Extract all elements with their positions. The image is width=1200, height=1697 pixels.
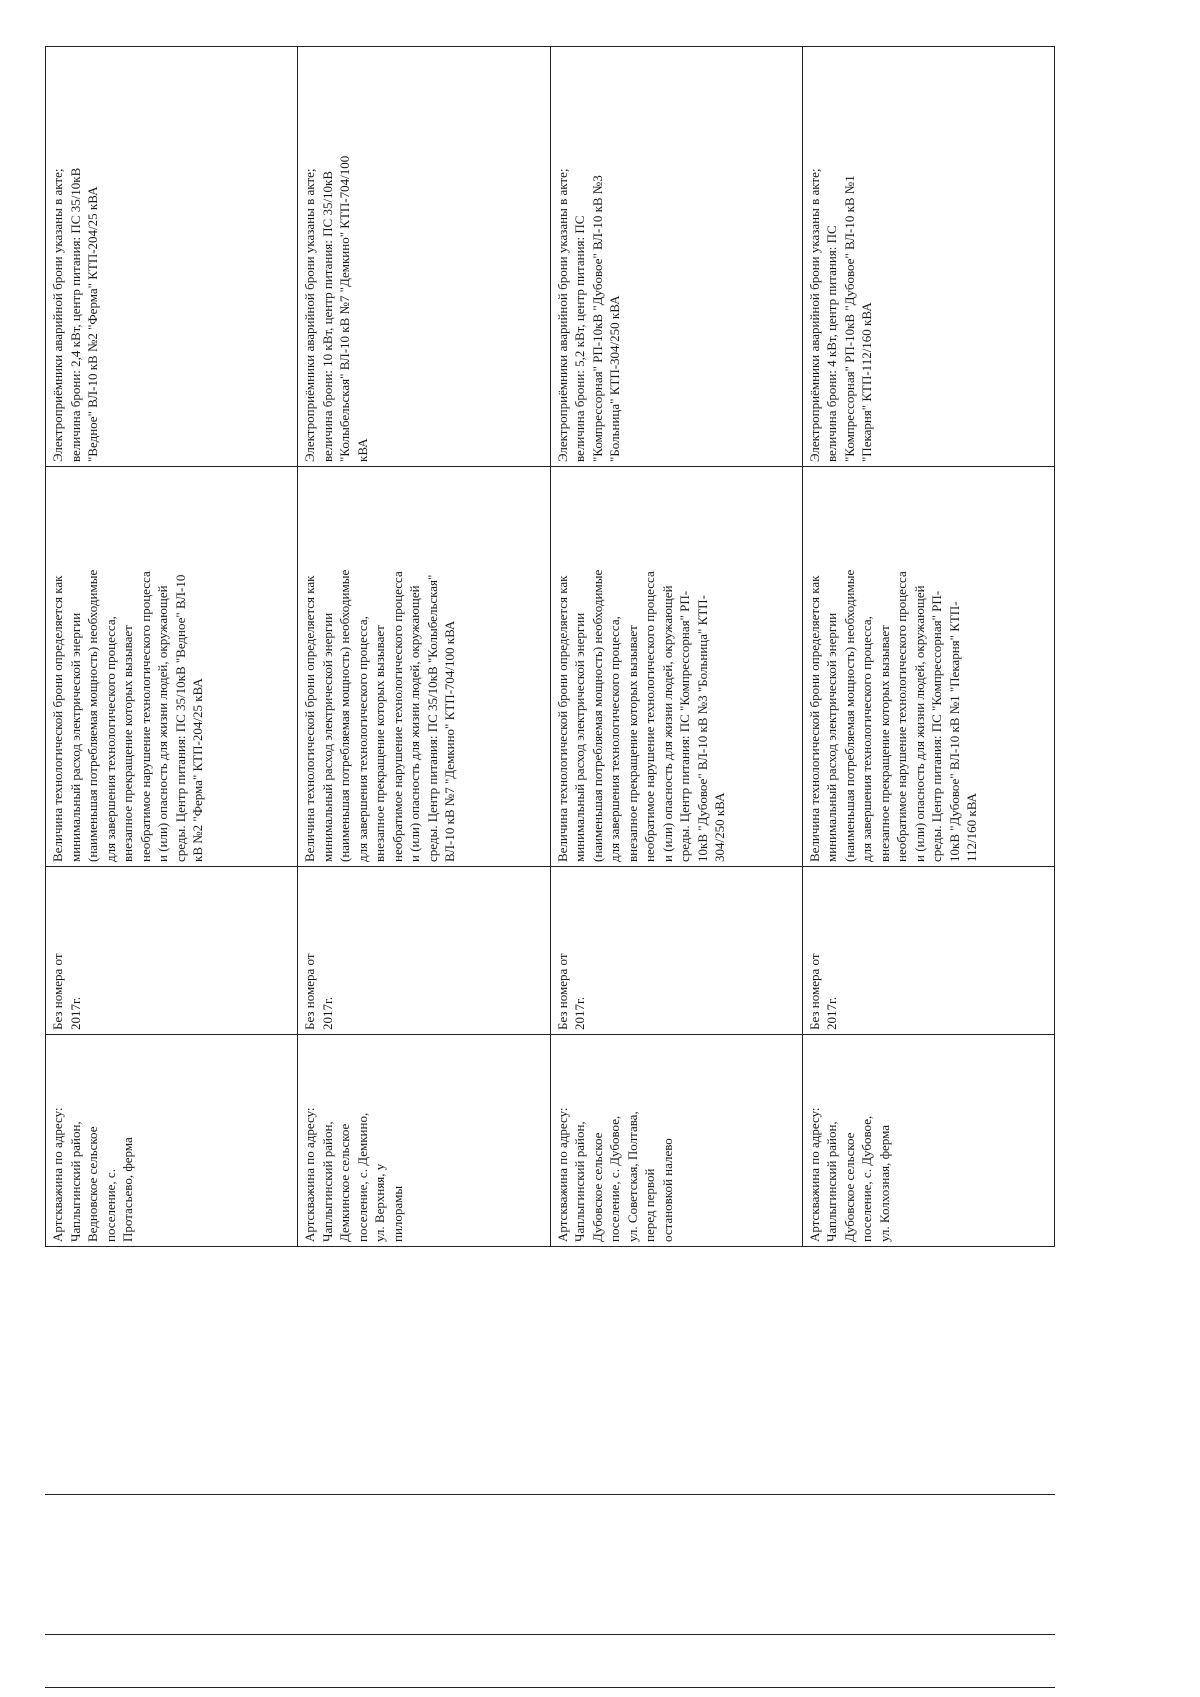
act-cell: Без номера от 2017г. [802,867,1054,1035]
emergency-reserve-cell: Электроприёмники аварийной брони указаны в акте; величина брони: 5,2 кВт, центр питания: ПС "Компрессорная" РП-10кВ "Дубовое" ВЛ-10 кВ №3 "Больница" КТП-304/250 кВА [550,47,802,467]
object-cell: Артскважина по адресу: Чаплыгинский район, Ведновское сельское поселение, с. Протасьево, ферма [46,1035,298,1247]
object-cell: Артскважина по адресу: Чаплыгинский район, Дубовское сельское поселение, с. Дубовое, ул. Советская, Полтава, перед первой остановкой налево [550,1035,802,1247]
act-cell: Без номера от 2017г. [46,867,298,1035]
table-row [550,47,802,1247]
object-cell: Артскважина по адресу: Чаплыгинский район, Демкинское сельское поселение, с. Демкино, ул. Верхняя, у пилорамы [298,1035,550,1247]
table-row [298,47,550,1247]
table-row [802,47,1054,1247]
horizontal-rule [45,1494,1055,1495]
table-row [46,47,298,1247]
act-cell: Без номера от 2017г. [550,867,802,1035]
reserve-table [45,46,1055,1247]
tech-reserve-cell: Величина технологической брони определяется как минимальный расход электрической энергии (наименьшая потребляемая мощность) необходимые для завершения технологического процесса, внезапное прекращение которых вызывает необратимое нарушение технологического процесса и (или) опасность для жизни людей, окружающей среды. Центр питания: ПС 35/10кВ "Колыбельская" ВЛ-10 кВ №7 "Демкино" КТП-704/100 кВА [298,467,550,867]
tech-reserve-cell: Величина технологической брони определяется как минимальный расход электрической энергии (наименьшая потребляемая мощность) необходимые для завершения технологического процесса, внезапное прекращение которых вызывает необратимое нарушение технологического процесса и (или) опасность для жизни людей, окружающей среды. Центр питания: ПС "Компрессорная" РП- 10кВ "Дубовое" ВЛ-10 кВ №1 "Пекарня" КТП- 112/160 кВА [802,467,1054,867]
emergency-reserve-cell: Электроприёмники аварийной брони указаны в акте; величина брони: 4 кВт, центр питания: ПС "Компрессорная" РП-10кВ "Дубовое" ВЛ-10 кВ №1 "Пекарня" КТП-112/160 кВА [802,47,1054,467]
object-cell: Артскважина по адресу: Чаплыгинский район, Дубовское сельское поселение, с. Дубовое, ул. Колхозная, ферма [802,1035,1054,1247]
emergency-reserve-cell: Электроприёмники аварийной брони указаны в акте; величина брони: 10 кВт, центр питания: ПС 35/10кВ "Колыбельская" ВЛ-10 кВ №7 "Демкино" КТП-704/100 кВА [298,47,550,467]
act-cell: Без номера от 2017г. [298,867,550,1035]
horizontal-rule [45,1687,1055,1688]
rotated-table-container [45,47,1055,1247]
tech-reserve-cell: Величина технологической брони определяется как минимальный расход электрической энергии (наименьшая потребляемая мощность) необходимые для завершения технологического процесса, внезапное прекращение которых вызывает необратимое нарушение технологического процесса и (или) опасность для жизни людей, окружающей среды. Центр питания: ПС 35/10кВ "Ведное" ВЛ-10 кВ №2 "Ферма" КТП-204/25 кВА [46,467,298,867]
tech-reserve-cell: Величина технологической брони определяется как минимальный расход электрической энергии (наименьшая потребляемая мощность) необходимые для завершения технологического процесса, внезапное прекращение которых вызывает необратимое нарушение технологического процесса и (или) опасность для жизни людей, окружающей среды. Центр питания: ПС "Компрессорная" РП- 10кВ "Дубовое" ВЛ-10 кВ №3 "Больница" КТП- 304/250 кВА [550,467,802,867]
emergency-reserve-cell: Электроприёмники аварийной брони указаны в акте; величина брони: 2,4 кВт, центр питания: ПС 35/10кВ "Ведное" ВЛ-10 кВ №2 "Ферма" КТП-204/25 кВА [46,47,298,467]
horizontal-rule [45,1634,1055,1635]
